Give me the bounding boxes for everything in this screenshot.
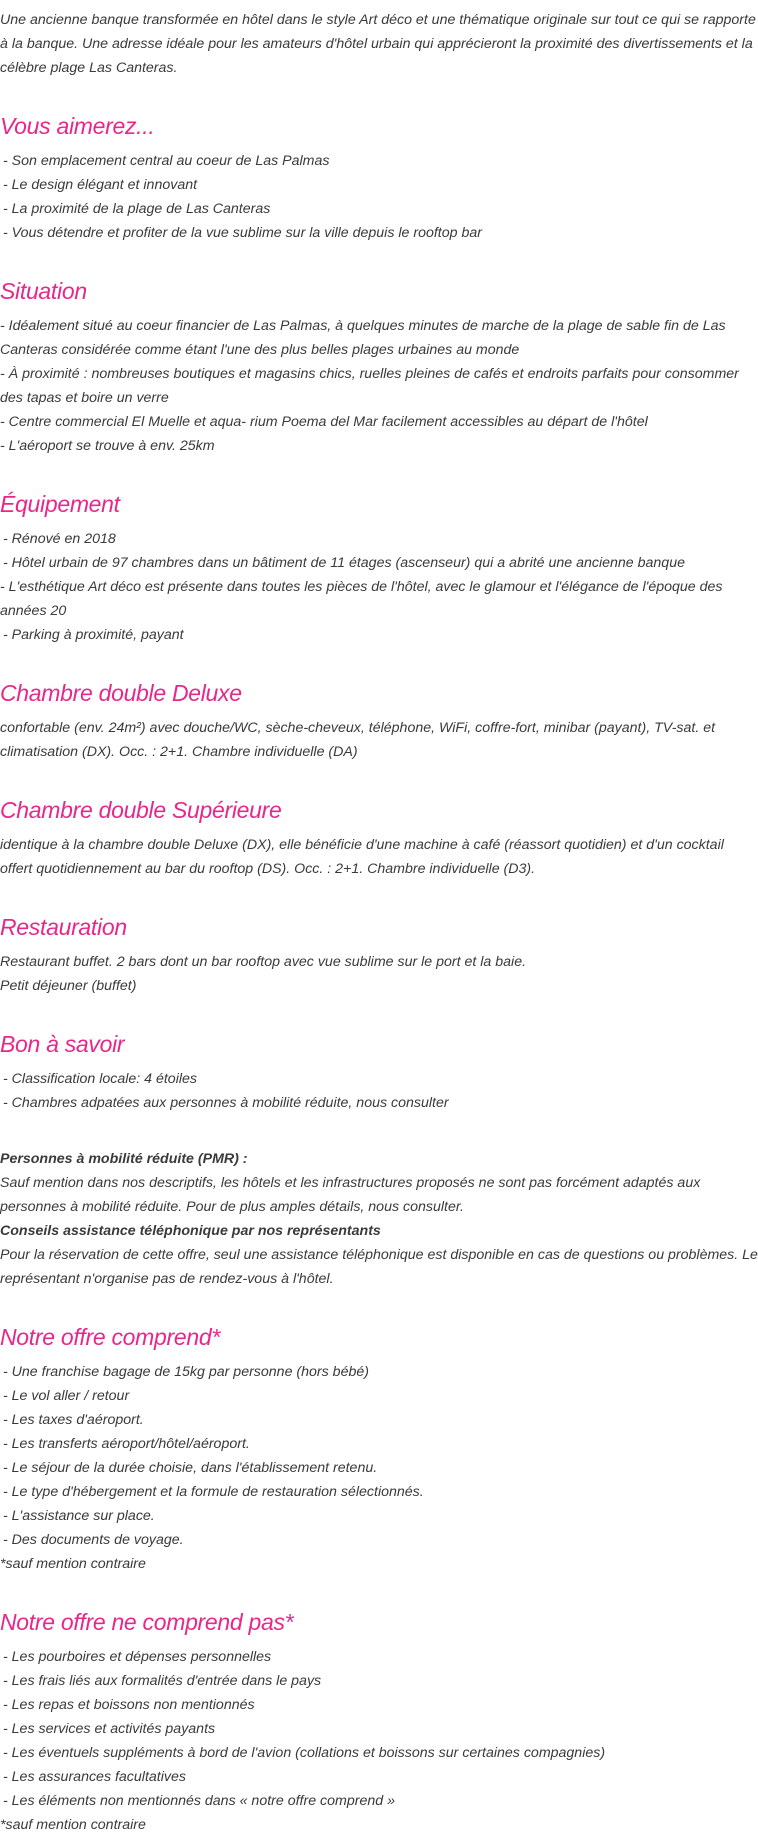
list-item: - Le vol aller / retour xyxy=(3,1388,130,1404)
list-item: - Centre commercial El Muelle et aqua- rium Poema del Mar facilement accessibles au départ de l'hôtel xyxy=(0,414,648,430)
list-vous-aimerez xyxy=(0,149,758,245)
section-offre-comprend xyxy=(0,1321,758,1576)
heading-chambre-superieure: Chambre double Supérieure xyxy=(0,797,282,823)
offre-ne-comprend-pas-note: *sauf mention contraire xyxy=(0,1817,146,1833)
pmr-text: Sauf mention dans nos descriptifs, les hôtels et les infrastructures proposés ne sont pas forcément adaptés aux personnes à mobilité réduite. Pour de plus amples détails, nous consulter. xyxy=(0,1175,701,1215)
restauration-line: Restaurant buffet. 2 bars dont un bar rooftop avec vue sublime sur le port et la baie. xyxy=(0,954,527,970)
section-restauration xyxy=(0,911,758,998)
list-item: - Une franchise bagage de 15kg par personne (hors bébé) xyxy=(3,1364,369,1380)
intro-text: Une ancienne banque transformée en hôtel dans le style Art déco et une thématique originale sur tout ce qui se rapporte à la banque. Une adresse idéale pour les amateurs d'hôtel urbain qui apprécieront la proximité des divertissements et la célèbre plage Las Canteras. xyxy=(0,12,756,76)
heading-chambre-deluxe: Chambre double Deluxe xyxy=(0,680,242,706)
list-item: - Parking à proximité, payant xyxy=(3,627,184,643)
heading-offre-ne-comprend-pas: Notre offre ne comprend pas* xyxy=(0,1609,294,1635)
section-vous-aimerez xyxy=(0,110,758,245)
section-situation xyxy=(0,275,758,458)
list-item: - Vous détendre et profiter de la vue sublime sur la ville depuis le rooftop bar xyxy=(3,225,482,241)
list-item: - Les transferts aéroport/hôtel/aéroport. xyxy=(3,1436,250,1452)
offre-comprend-note: *sauf mention contraire xyxy=(0,1556,146,1572)
chambre-superieure-text: identique à la chambre double Deluxe (DX), elle bénéficie d'une machine à café (réassort quotidien) et d'un cocktail offert quotidiennement au bar du rooftop (DS). Occ. : 2+1. Chambre individuelle (D3). xyxy=(0,837,724,877)
list-offre-ne-comprend-pas xyxy=(0,1645,758,1813)
conseils-text: Pour la réservation de cette offre, seul une assistance téléphonique est disponible en cas de questions ou problèmes. Le représentant n'organise pas de rendez-vous à l'hôtel. xyxy=(0,1247,758,1287)
list-item: - L'esthétique Art déco est présente dans toutes les pièces de l'hôtel, avec le glamour et l'élégance de l'époque des années 20 xyxy=(0,579,723,619)
list-item: - La proximité de la plage de Las Canteras xyxy=(3,201,271,217)
section-bon-a-savoir xyxy=(0,1028,758,1115)
list-item: - Le type d'hébergement et la formule de restauration sélectionnés. xyxy=(3,1484,424,1500)
list-item: - Rénové en 2018 xyxy=(3,531,116,547)
list-item: - Des documents de voyage. xyxy=(3,1532,184,1548)
list-item: - L'aéroport se trouve à env. 25km xyxy=(0,438,215,454)
heading-restauration: Restauration xyxy=(0,914,127,940)
list-item: - Son emplacement central au coeur de Las Palmas xyxy=(3,153,330,169)
section-pmr xyxy=(0,1147,758,1291)
list-item: - Chambres adpatées aux personnes à mobilité réduite, nous consulter xyxy=(3,1095,449,1111)
list-item: - Le design élégant et innovant xyxy=(3,177,198,193)
list-item: - Les éléments non mentionnés dans « notre offre comprend » xyxy=(3,1793,395,1809)
section-chambre-superieure xyxy=(0,794,758,881)
conseils-heading: Conseils assistance téléphonique par nos représentants xyxy=(0,1223,381,1239)
list-item: - Classification locale: 4 étoiles xyxy=(3,1071,197,1087)
restauration-line: Petit déjeuner (buffet) xyxy=(0,978,137,994)
list-item: - L'assistance sur place. xyxy=(3,1508,155,1524)
pmr-heading: Personnes à mobilité réduite (PMR) : xyxy=(0,1151,248,1167)
list-item: - Le séjour de la durée choisie, dans l'établissement retenu. xyxy=(3,1460,378,1476)
list-situation xyxy=(0,314,758,458)
heading-equipement: Équipement xyxy=(0,491,120,517)
list-item: - Les services et activités payants xyxy=(3,1721,216,1737)
section-equipement xyxy=(0,488,758,647)
heading-bon-a-savoir: Bon à savoir xyxy=(0,1031,125,1057)
heading-offre-comprend: Notre offre comprend* xyxy=(0,1324,220,1350)
list-equipement xyxy=(0,527,758,647)
heading-situation: Situation xyxy=(0,278,87,304)
list-item: - Les éventuels suppléments à bord de l'avion (collations et boissons sur certaines compagnies) xyxy=(3,1745,606,1761)
chambre-deluxe-text: confortable (env. 24m²) avec douche/WC, sèche-cheveux, téléphone, WiFi, coffre-fort, minibar (payant), TV-sat. et climatisation (DX). Occ. : 2+1. Chambre individuelle (DA) xyxy=(0,720,716,760)
list-item: - Hôtel urbain de 97 chambres dans un bâtiment de 11 étages (ascenseur) qui a abrité une ancienne banque xyxy=(3,555,685,571)
list-item: - À proximité : nombreuses boutiques et magasins chics, ruelles pleines de cafés et endroits parfaits pour consommer des tapas et boire un verre xyxy=(0,366,739,406)
list-item: - Les repas et boissons non mentionnés xyxy=(3,1697,255,1713)
section-chambre-deluxe xyxy=(0,677,758,764)
list-item: - Les assurances facultatives xyxy=(3,1769,186,1785)
heading-vous-aimerez: Vous aimerez... xyxy=(0,113,155,139)
list-item: - Idéalement situé au coeur financier de Las Palmas, à quelques minutes de marche de la plage de sable fin de Las Canteras considérée comme étant l'une des plus belles plages urbaines au monde xyxy=(0,318,726,358)
list-item: - Les taxes d'aéroport. xyxy=(3,1412,144,1428)
list-item: - Les frais liés aux formalités d'entrée dans le pays xyxy=(3,1673,322,1689)
list-offre-comprend xyxy=(0,1360,758,1552)
list-bon-a-savoir xyxy=(0,1067,758,1115)
list-item: - Les pourboires et dépenses personnelles xyxy=(3,1649,272,1665)
section-offre-ne-comprend-pas xyxy=(0,1606,758,1837)
